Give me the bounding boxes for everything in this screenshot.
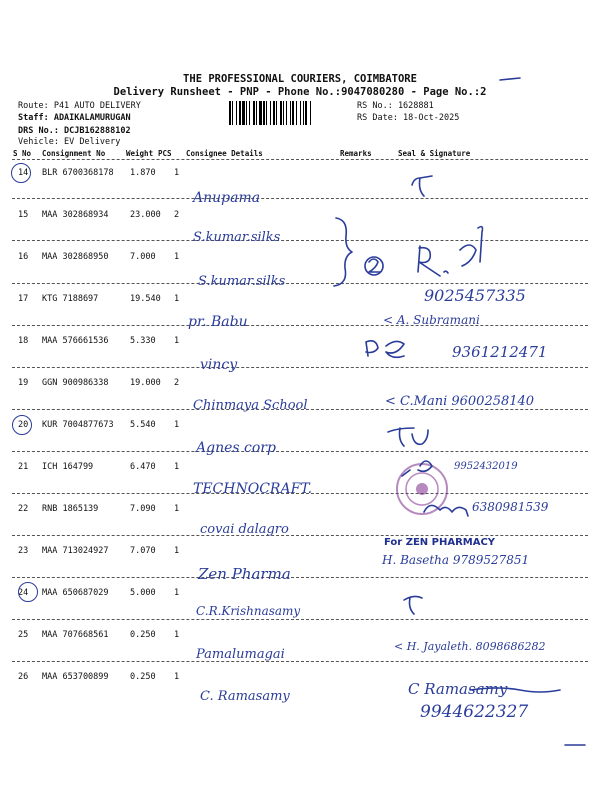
row-pcs: 1 [174, 462, 180, 472]
vehicle-info: Vehicle: EV Delivery [18, 137, 121, 147]
hw-consignee: Chinmaya School [193, 398, 308, 413]
col-consignment: Consignment No [42, 149, 106, 158]
signature-mark [366, 341, 404, 357]
hw-consignee: pr. Babu [188, 314, 248, 330]
hw-phone-number: 9361212471 [452, 343, 548, 361]
row-sno: 22 [18, 504, 29, 514]
row-consignment: MAA 707668561 [42, 630, 109, 640]
row-pcs: 1 [174, 420, 180, 430]
hw-signature: C Ramasamy [408, 680, 508, 698]
row-sno: 23 [18, 546, 29, 556]
row-weight: 7.000 [130, 252, 156, 262]
drs-info: DRS No.: DCJB162888102 [18, 126, 131, 136]
row-sno: 14 [18, 168, 29, 178]
hw-phone-number: 9025457335 [424, 286, 526, 305]
runsheet-title: Delivery Runsheet - PNP - Phone No.:9047080280 - Page No.:2 [113, 86, 487, 98]
row-pcs: 1 [174, 546, 180, 556]
row-consignment: MAA 302868934 [42, 210, 109, 220]
row-sno: 21 [18, 462, 29, 472]
row-consignment: KUR 7004877673 [42, 420, 114, 430]
row-weight: 0.250 [130, 672, 156, 682]
brace-mark [334, 218, 352, 286]
row-weight: 1.870 [130, 168, 156, 178]
hw-signature: < H. Jayaleth. 8098686282 [394, 640, 546, 653]
row-consignment: MAA 653700899 [42, 672, 109, 682]
row-pcs: 1 [174, 504, 180, 514]
hw-signature: H. Basetha 9789527851 [382, 553, 530, 567]
row-pcs: 1 [174, 588, 180, 598]
col-remarks: Remarks [340, 149, 372, 158]
pharmacy-stamp-label: For ZEN PHARMACY [384, 537, 496, 548]
row-pcs: 1 [174, 336, 180, 346]
rs-number: RS No.: 1628881 [357, 101, 434, 111]
hw-phone-number: 9952432019 [454, 461, 518, 472]
row-pcs: 1 [174, 294, 180, 304]
hw-consignee: C. Ramasamy [200, 689, 290, 704]
col-sno: S No [13, 149, 32, 158]
row-pcs: 1 [174, 672, 180, 682]
row-sno: 17 [18, 294, 29, 304]
row-weight: 5.330 [130, 336, 156, 346]
row-consignment: BLR 6700368178 [42, 168, 114, 178]
row-weight: 5.000 [130, 588, 156, 598]
row-consignment: RNB 1865139 [42, 504, 99, 514]
row-weight: 7.090 [130, 504, 156, 514]
row-pcs: 2 [174, 210, 180, 220]
row-pcs: 1 [174, 252, 180, 262]
row-weight: 6.470 [130, 462, 156, 472]
row-consignment: MAA 650687029 [42, 588, 109, 598]
row-pcs: 1 [174, 168, 180, 178]
hw-consignee: Agnes corp [196, 440, 276, 456]
row-weight: 19.000 [130, 378, 161, 388]
hw-consignee: covai dalagro [200, 522, 289, 537]
hw-consignee: S.kumar.silks [193, 230, 281, 245]
row-sno: 16 [18, 252, 29, 262]
hw-consignee: C.R.Krishnasamy [196, 604, 301, 618]
row-sno: 18 [18, 336, 29, 346]
row-consignment: MAA 302868950 [42, 252, 109, 262]
row-weight: 19.540 [130, 294, 161, 304]
signature-mark [404, 596, 422, 614]
signature-mark [402, 461, 432, 476]
signature-mark [412, 176, 432, 196]
staff-info: Staff: ADAIKALAMURUGAN [18, 113, 131, 123]
row-consignment: KTG 7188697 [42, 294, 99, 304]
signature-mark [388, 428, 428, 446]
route-info: Route: P41 AUTO DELIVERY [18, 101, 141, 111]
row-consignment: MAA 576661536 [42, 336, 109, 346]
signature-mark [470, 688, 560, 692]
hw-phone-number: 6380981539 [472, 500, 549, 514]
col-consignee: Consignee Details [186, 149, 263, 158]
row-sno: 25 [18, 630, 29, 640]
hw-consignee: Anupama [193, 190, 261, 206]
row-weight: 7.070 [130, 546, 156, 556]
hw-consignee: Pamalumagai [196, 647, 285, 662]
row-sno: 26 [18, 672, 29, 682]
hw-consignee: S.kumar.silks [198, 274, 286, 289]
row-consignment: ICH 164799 [42, 462, 94, 472]
row-weight: 5.540 [130, 420, 156, 430]
signature-mark [418, 246, 448, 276]
col-seal: Seal & Signature [398, 149, 471, 158]
row-weight: 0.250 [130, 630, 156, 640]
row-sno: 24 [18, 588, 29, 598]
row-consignment: MAA 713024927 [42, 546, 109, 556]
rs-date: RS Date: 18-Oct-2025 [357, 113, 460, 123]
row-weight: 23.000 [130, 210, 161, 220]
hw-consignee: Zen Pharma [198, 565, 291, 583]
hw-signature: < C.Mani 9600258140 [385, 394, 535, 409]
col-pcs: PCS [158, 149, 172, 158]
hw-consignee: TECHNOCRAFT. [193, 481, 313, 497]
row-sno: 20 [18, 420, 29, 430]
row-pcs: 2 [174, 378, 180, 388]
row-pcs: 1 [174, 630, 180, 640]
signature-mark [424, 505, 468, 516]
hw-consignee: vincy [200, 357, 238, 373]
hw-signature: < A. Subramani [383, 313, 480, 327]
company-name: THE PROFESSIONAL COURIERS, COIMBATORE [183, 73, 417, 85]
hw-phone-number: 9944622327 [420, 702, 529, 722]
col-weight: Weight [126, 149, 154, 158]
row-consignment: GGN 900986338 [42, 378, 109, 388]
row-sno: 15 [18, 210, 29, 220]
row-sno: 19 [18, 378, 29, 388]
